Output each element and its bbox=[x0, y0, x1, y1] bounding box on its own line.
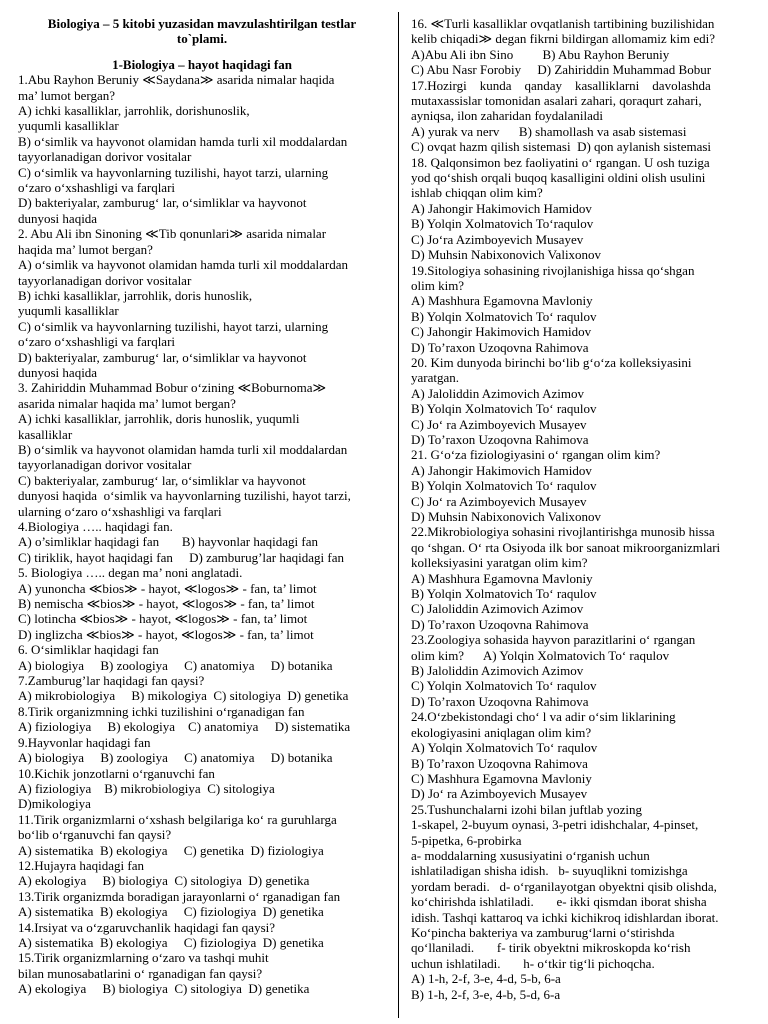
text-line: ularning o‘zaro o‘xshashligi va farqlari bbox=[18, 503, 222, 519]
text-line: B) o‘simlik va hayvonot olamidan hamda turli xil moddalardan bbox=[18, 133, 348, 149]
text-line: o‘zaro o‘xshashligi va farqlari bbox=[18, 334, 176, 350]
text-line: A) yurak va nerv B) shamollash va asab sistemasi bbox=[411, 123, 687, 139]
text-line: B) ichki kasalliklar, jarrohlik, doris hunoslik, bbox=[18, 287, 253, 303]
text-line: 4.Biologiya ….. haqidagi fan. bbox=[18, 519, 173, 534]
text-line: A) fiziologiya B) mikrobiologiya C) sitologiya bbox=[18, 780, 275, 796]
left-column bbox=[18, 16, 386, 997]
right-column-text bbox=[411, 16, 749, 1002]
text-line: A) o‘simlik va hayvonot olamidan hamda turli xil moddalardan bbox=[18, 257, 348, 273]
text-line: kasalliklar bbox=[18, 426, 73, 442]
text-line: D) inglizcha ≪bios≫ - hayot, ≪logos≫ - fan, ta’ limot bbox=[18, 626, 314, 642]
text-line: A) Mashhura Egamovna Mavloniy bbox=[411, 570, 593, 586]
text-line: A) Mashhura Egamovna Mavloniy bbox=[411, 293, 593, 309]
text-line: o‘zaro o‘xshashligi va farqlari bbox=[18, 180, 176, 196]
section-title: 1-Biologiya – hayot haqidagi fan bbox=[112, 56, 292, 72]
text-line: B) nemischa ≪bios≫ - hayot, ≪logos≫ - fan, ta’ limot bbox=[18, 596, 315, 612]
text-line: idish. Tashqi kattaroq va ichki kichikroq idishlardan iborat. bbox=[411, 909, 719, 925]
text-line: a- moddalarning xususiyatini o‘rganish uchun bbox=[411, 847, 650, 863]
text-line: A) ichki kasalliklar, jarrohlik, dorishunoslik, bbox=[18, 103, 250, 119]
text-line: A) ekologiya B) biologiya C) sitologiya D) genetika bbox=[18, 873, 310, 889]
text-line: B) Jaloliddin Azimovich Azimov bbox=[411, 663, 584, 679]
text-line: A) Jaloliddin Azimovich Azimov bbox=[411, 385, 584, 401]
text-line: A)Abu Ali ibn Sino B) Abu Rayhon Beruniy bbox=[411, 46, 670, 62]
text-line: D) To’raxon Uzoqovna Rahimova bbox=[411, 693, 589, 709]
text-line: D) To’raxon Uzoqovna Rahimova bbox=[411, 616, 589, 632]
left-column-text bbox=[18, 72, 386, 996]
text-line: qo‘llaniladi. f- tirik obyektni mikroskopda ko‘rish bbox=[411, 940, 691, 956]
column-divider bbox=[398, 12, 399, 1018]
text-line: ma’ lumot bergan? bbox=[18, 87, 115, 103]
text-line: C) o‘simlik va hayvonlarning tuzilishi, hayot tarzi, ularning bbox=[18, 318, 329, 334]
text-line: yuqumli kasalliklar bbox=[18, 303, 119, 319]
text-line: A) 1-h, 2-f, 3-e, 4-d, 5-b, 6-a bbox=[411, 971, 561, 987]
text-line: D)mikologiya bbox=[18, 796, 91, 812]
text-line: ayniqsa, ilon zaharidan foydalaniladi bbox=[411, 108, 604, 124]
text-line: yordam beradi. d- o‘rganilayotgan obyektni qisib olishda, bbox=[411, 878, 717, 894]
text-line: olim kim? A) Yolqin Xolmatovich To‘ raqulov bbox=[411, 647, 670, 663]
text-line: D) Muhsin Nabixonovich Valixonov bbox=[411, 247, 602, 263]
text-line: A) o’simliklar haqidagi fan B) hayvonlar haqidagi fan bbox=[18, 534, 319, 550]
text-line: 10.Kichik jonzotlarni o‘rganuvchi fan bbox=[18, 765, 215, 781]
text-line: D) Jo‘ ra Azimboyevich Musayev bbox=[411, 786, 588, 802]
text-line: C) Mashhura Egamovna Mavloniy bbox=[411, 770, 592, 786]
text-line: D) bakteriyalar, zamburug‘ lar, o‘simliklar va hayvonot bbox=[18, 195, 307, 211]
text-line: A) biologiya B) zoologiya C) anatomiya D) botanika bbox=[18, 657, 333, 673]
text-line: bilan munosabatlarini o‘ rganadigan fan qaysi? bbox=[18, 965, 263, 981]
text-line: dunyosi haqida bbox=[18, 210, 98, 226]
text-line: C) Jo‘ ra Azimboyevich Musayev bbox=[411, 493, 587, 509]
text-line: B) Yolqin Xolmatovich To‘ raqulov bbox=[411, 308, 597, 324]
text-line: C) Jo‘ra Azimboyevich Musayev bbox=[411, 231, 584, 247]
text-line: A) mikrobiologiya B) mikologiya C) sitologiya D) genetika bbox=[18, 688, 349, 704]
text-line: A) ekologiya B) biologiya C) sitologiya D) genetika bbox=[18, 981, 310, 997]
text-line: A) sistematika B) ekologiya C) fiziologiya D) genetika bbox=[18, 934, 324, 950]
text-line: mutaxassislar tomonidan asalari zahari, qoraqurt zahari, bbox=[411, 93, 702, 109]
text-line: Ko‘pincha bakteriya va zamburug‘larni o‘stirishda bbox=[411, 924, 675, 940]
text-line: 1-skapel, 2-buyum oynasi, 3-petri idishchalar, 4-pinset, bbox=[411, 817, 699, 833]
text-line: 2. Abu Ali ibn Sinoning ≪Tib qonunlari≫ asarida nimalar bbox=[18, 226, 327, 242]
text-line: B) o‘simlik va hayvonot olamidan hamda turli xil moddalardan bbox=[18, 441, 348, 457]
text-line: A) biologiya B) zoologiya C) anatomiya D) botanika bbox=[18, 750, 333, 766]
text-line: tayyorlanadigan dorivor vositalar bbox=[18, 149, 192, 165]
text-line: 21. G‘o‘za fiziologiyasini o‘ rgangan olim kim? bbox=[411, 447, 661, 463]
text-line: 5-pipetka, 6-probirka bbox=[411, 832, 522, 848]
text-line: uchun ishlatiladi. h- o‘tkir tig‘li pichoqcha. bbox=[411, 955, 655, 971]
text-line: A) Jahongir Hakimovich Hamidov bbox=[411, 462, 592, 478]
text-line: kolleksiyasini yaratgan olim kim? bbox=[411, 555, 588, 571]
text-line: A) Yolqin Xolmatovich To‘ raqulov bbox=[411, 740, 598, 756]
text-line: 7.Zamburug’lar haqidagi fan qaysi? bbox=[18, 673, 205, 689]
text-line: A) sistematika B) ekologiya C) genetika D) fiziologiya bbox=[18, 842, 324, 858]
document-title-continued: to`plami. bbox=[176, 31, 228, 47]
text-line: D) bakteriyalar, zamburug‘ lar, o‘simliklar va hayvonot bbox=[18, 349, 307, 365]
text-line: B) Yolqin Xolmatovich To‘ raqulov bbox=[411, 586, 597, 602]
text-line: dunyosi haqida bbox=[18, 364, 98, 380]
right-column bbox=[411, 16, 749, 1002]
text-line: 25.Tushunchalarni izohi bilan juftlab yozing bbox=[411, 801, 642, 817]
text-line: 9.Hayvonlar haqidagi fan bbox=[18, 734, 151, 750]
text-line: haqida ma’ lumot bergan? bbox=[18, 241, 153, 257]
text-line: ekologiyasini aniqlagan olim kim? bbox=[411, 724, 592, 740]
text-line: A) ichki kasalliklar, jarrohlik, doris hunoslik, yuqumli bbox=[18, 411, 300, 427]
text-line: 15.Tirik organizmlarning o‘zaro va tashqi muhit bbox=[18, 950, 269, 966]
text-line: C) o‘simlik va hayvonlarning tuzilishi, hayot tarzi, ularning bbox=[18, 164, 329, 180]
text-line: C) Yolqin Xolmatovich To‘ raqulov bbox=[411, 678, 597, 694]
text-line: A) Jahongir Hakimovich Hamidov bbox=[411, 200, 592, 216]
text-line: B) To’raxon Uzoqovna Rahimova bbox=[411, 755, 588, 771]
text-line: 17.Hozirgi kunda qanday kasalliklarni davolashda bbox=[411, 77, 711, 93]
text-line: C) Jaloliddin Azimovich Azimov bbox=[411, 601, 584, 617]
text-line: tayyorlanadigan dorivor vositalar bbox=[18, 457, 192, 473]
text-line: 5. Biologiya ….. degan ma’ noni anglatadi. bbox=[18, 565, 243, 581]
text-line: A) sistematika B) ekologiya C) fiziologiya D) genetika bbox=[18, 904, 324, 920]
text-line: A) fiziologiya B) ekologiya C) anatomiya D) sistematika bbox=[18, 719, 351, 735]
text-line: D) Muhsin Nabixonovich Valixonov bbox=[411, 509, 602, 524]
text-line: C) Jo‘ ra Azimboyevich Musayev bbox=[411, 416, 587, 432]
text-line: yod qo‘shish orqali buqoq kasalligini oldini olish usulini bbox=[411, 170, 706, 186]
text-line: 3. Zahiriddin Muhammad Bobur o‘zining ≪Boburnoma≫ bbox=[18, 380, 327, 396]
text-line: 16. ≪Turli kasalliklar ovqatlanish tartibining buzilishidan bbox=[411, 16, 715, 31]
text-line: 8.Tirik organizmning ichki tuzilishini o‘rganadigan fan bbox=[18, 703, 305, 719]
text-line: dunyosi haqida o‘simlik va hayvonlarning tuzilishi, hayot tarzi, bbox=[18, 488, 351, 504]
text-line: B) Yolqin Xolmatovich To‘ raqulov bbox=[411, 478, 597, 494]
text-line: ishlab chiqqan olim kim? bbox=[411, 185, 543, 201]
text-line: B) 1-h, 2-f, 3-e, 4-b, 5-d, 6-a bbox=[411, 986, 561, 1002]
text-line: B) Yolqin Xolmatovich To‘raqulov bbox=[411, 216, 594, 232]
text-line: ishlatiladigan shisha idish. b- suyuqlikni tomizishga bbox=[411, 863, 688, 879]
text-line: B) Yolqin Xolmatovich To‘ raqulov bbox=[411, 401, 597, 417]
text-line: C) Abu Nasr Forobiy D) Zahiriddin Muhammad Bobur bbox=[411, 62, 712, 78]
text-line: D) To’raxon Uzoqovna Rahimova bbox=[411, 431, 589, 447]
text-line: 19.Sitologiya sohasining rivojlanishiga hissa qo‘shgan bbox=[411, 262, 695, 278]
text-line: 24.O‘zbekistondagi cho‘ l va adir o‘sim liklarining bbox=[411, 709, 676, 725]
text-line: kelib chiqadi≫ degan fikrni bildirgan allomamiz kim edi? bbox=[411, 31, 715, 47]
text-line: qo ‘shgan. O‘ rta Osiyoda ilk bor sanoat mikroorganizmlari bbox=[411, 539, 721, 555]
text-line: A) yunoncha ≪bios≫ - hayot, ≪logos≫ - fan, ta’ limot bbox=[18, 580, 317, 596]
text-line: 20. Kim dunyoda birinchi bo‘lib g‘o‘za kolleksiyasini bbox=[411, 354, 692, 370]
text-line: 6. O‘simliklar haqidagi fan bbox=[18, 642, 159, 658]
text-line: C) lotincha ≪bios≫ - hayot, ≪logos≫ - fan, ta’ limot bbox=[18, 611, 308, 627]
text-line: 11.Tirik organizmlarni o‘xshash belgilariga ko‘ ra guruhlarga bbox=[18, 811, 337, 827]
text-line: 1.Abu Rayhon Beruniy ≪Saydana≫ asarida nimalar haqida bbox=[18, 72, 335, 88]
text-line: ko‘chirishda ishlatiladi. e- ikki qismdan iborat shisha bbox=[411, 894, 707, 910]
text-line: C) bakteriyalar, zamburug‘ lar, o‘simliklar va hayvonot bbox=[18, 472, 306, 488]
text-line: C) Jahongir Hakimovich Hamidov bbox=[411, 324, 592, 340]
text-line: asarida nimalar haqida ma’ lumot bergan? bbox=[18, 395, 236, 411]
text-line: 13.Tirik organizmda boradigan jarayonlarni o‘ rganadigan fan bbox=[18, 888, 341, 904]
text-line: 22.Mikrobiologiya sohasini rivojlantirishga munosib hissa bbox=[411, 524, 715, 540]
text-line: tayyorlanadigan dorivor vositalar bbox=[18, 272, 192, 288]
document-title: Biologiya – 5 kitobi yuzasidan mavzulashtirilgan testlar bbox=[47, 16, 357, 31]
text-line: yuqumli kasalliklar bbox=[18, 118, 119, 134]
text-line: 23.Zoologiya sohasida hayvon parazitlarini o‘ rgangan bbox=[411, 632, 696, 648]
text-line: 18. Qalqonsimon bez faoliyatini o‘ rgangan. U osh tuziga bbox=[411, 154, 710, 170]
text-line: C) ovqat hazm qilish sistemasi D) qon aylanish sistemasi bbox=[411, 139, 712, 155]
text-line: bo‘lib o‘rganuvchi fan qaysi? bbox=[18, 827, 172, 843]
text-line: olim kim? bbox=[411, 277, 465, 293]
text-line: 14.Irsiyat va o‘zgaruvchanlik haqidagi fan qaysi? bbox=[18, 919, 276, 935]
text-line: C) tiriklik, hayot haqidagi fan D) zamburug’lar haqidagi fan bbox=[18, 549, 344, 565]
text-line: D) To’raxon Uzoqovna Rahimova bbox=[411, 339, 589, 355]
text-line: 12.Hujayra haqidagi fan bbox=[18, 857, 144, 873]
text-line: yaratgan. bbox=[411, 370, 460, 386]
